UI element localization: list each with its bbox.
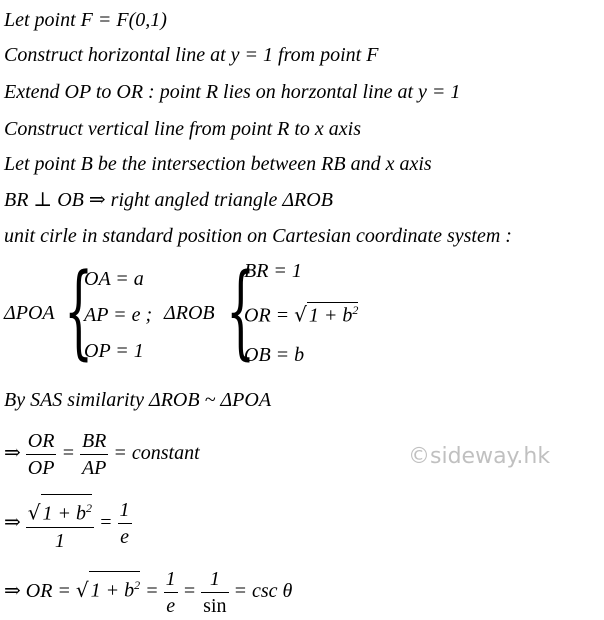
text-line-7: unit cirle in standard position on Cartesian coordinate system : (4, 225, 512, 247)
equals-2: = (99, 511, 113, 534)
eq3-sqrt-exp: 2 (134, 578, 141, 593)
equals-3a: = (145, 580, 159, 603)
poa-brace: { (64, 252, 94, 371)
fraction-br-ap (80, 428, 108, 481)
equation-csc (4, 566, 292, 619)
fraction-1-over-e (118, 497, 132, 550)
text-line-2: Construct horizontal line at y = 1 from point F (4, 44, 379, 66)
poa-row-3: OP = 1 (84, 340, 144, 362)
fraction-1-over-e-b (164, 566, 178, 619)
rob-row-2-lhs: OR = (244, 304, 290, 327)
eq3-sqrt-body: 1 + b (90, 580, 135, 603)
rob-row-1: BR = 1 (244, 260, 302, 282)
equals-1: = (61, 442, 75, 465)
rob-sqrt-exp: 2 (352, 303, 359, 317)
poa-label: ΔPOA (4, 302, 55, 324)
den-op: OP (26, 454, 57, 481)
triangle-poa-system (4, 252, 384, 371)
num-sqrt: √ $1 + b^2$ (26, 494, 94, 527)
watermark: ©sideway.hk (408, 444, 551, 469)
fraction-1-over-sin (201, 566, 228, 619)
num-1: 1 (119, 499, 130, 522)
equation-sqrt-ratio (4, 494, 132, 554)
text-line-5: Let point B be the intersection between RB and x axis (4, 153, 432, 175)
num-or: OR (27, 430, 55, 452)
eq3-den-sin: sin (201, 592, 228, 619)
equation-ratio (4, 428, 200, 481)
eq3-sqrt-sign: √ (75, 578, 89, 603)
eq2-sqrt-exp: 2 (86, 501, 93, 515)
text-line-1: Let point F = F(0,1) (4, 9, 167, 31)
equals-3b: = (182, 580, 197, 603)
eq3-num-1b: 1 (209, 568, 220, 590)
rob-sqrt-body: 1 + b (308, 304, 353, 327)
sqrt-sign: √ (294, 302, 307, 327)
poa-row-2: AP = e ; (84, 304, 153, 326)
text-line-3: Extend OP to OR : point R lies on horzontal line at y = 1 (4, 81, 461, 103)
poa-row-1: OA = a (84, 268, 144, 290)
implies-arrow-1: ⇒ (4, 442, 21, 465)
rob-brace: { (226, 252, 256, 371)
den-e: e (118, 523, 132, 550)
den-ap: AP (80, 454, 108, 481)
rob-label: ΔROB (164, 302, 215, 324)
eq3-den-e: e (164, 592, 178, 619)
csc-text: = csc θ (233, 580, 293, 603)
similarity-line: By SAS similarity ΔROB ~ ΔPOA (4, 389, 272, 411)
eq3-num-1: 1 (165, 568, 176, 590)
eq3-lhs: OR = (25, 580, 71, 603)
constant-text: = constant (113, 442, 200, 465)
eq2-sqrt-body: 1 + b (42, 502, 87, 525)
den-1: 1 (26, 527, 94, 554)
rob-row-3: OB = b (244, 344, 305, 366)
text-line-6: BR ⊥ OB ⇒ right angled triangle ΔROB (4, 189, 333, 211)
fraction-sqrt-over-1 (26, 494, 94, 554)
implies-arrow-3: ⇒ (4, 580, 21, 603)
text-line-4: Construct vertical line from point R to x axis (4, 118, 361, 140)
rob-row-2 (244, 302, 358, 328)
num-br: BR (81, 430, 107, 452)
fraction-or-op (26, 428, 57, 481)
implies-arrow-2: ⇒ (4, 511, 21, 534)
